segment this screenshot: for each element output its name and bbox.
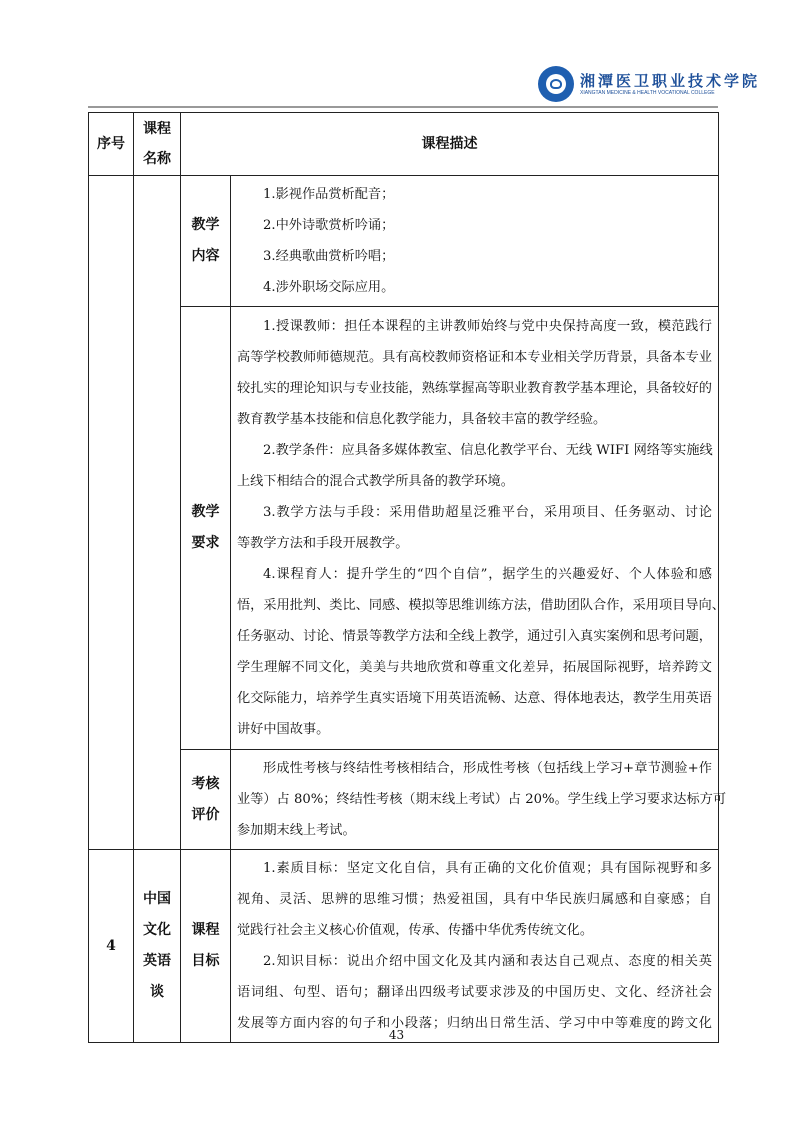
page-number: 43 [388,1028,405,1042]
course-name-cell [134,176,181,850]
description-line: 4.涉外职场交际应用。 [263,280,395,295]
description-line: 等教学方法和手段开展教学。 [237,536,409,551]
description-cell [231,307,725,750]
description-line: 较扎实的理论知识与专业技能，熟练掌握高等职业教育教学基本理论，具备较好的 [237,381,712,396]
table-header-row [89,113,719,176]
description-line: 业等）占 80%；终结性考核（期末线上考试）占 20%。学生线上学习要求达标方可 [237,792,727,807]
row-label-teaching-requirements: 教学 要求 [181,307,231,750]
description-line: 1.素质目标：坚定文化自信，具有正确的文化价值观；具有国际视野和多 [263,861,712,876]
description-line: 3.经典歌曲赏析吟唱； [263,249,395,264]
description-line: 1.影视作品赏析配音； [263,187,395,202]
description-line: 悟，采用批判、类比、同感、模拟等思维训练方法，借助团队合作，采用项目导向、 [237,598,725,613]
row-label-teaching-content: 教学 内容 [181,176,231,307]
college-logo [538,66,761,106]
description-line: 上线下相结合的混合式教学所具备的教学环境。 [237,474,514,489]
table-row [89,307,719,750]
description-cell [231,750,727,850]
description-line: 1.授课教师：担任本课程的主讲教师始终与党中央保持高度一致，模范践行 [263,319,712,334]
description-line: 参加期末线上考试。 [237,823,356,838]
description-line: 发展等方面内容的句子和小段落；归纳出日常生活、学习中中等难度的跨文化 [237,1016,712,1031]
logo-english-name: XIANGTAN MEDICINE & HEALTH VOCATIONAL COLLEGE [580,90,715,96]
description-line: 3.教学方法与手段：采用借助超星泛雅平台，采用项目、任务驱动、讨论 [263,505,712,520]
description-line: 讲好中国故事。 [237,722,330,737]
table-row [89,176,719,307]
header-course-description: 课程描述 [181,113,719,176]
header-serial-number: 序号 [89,113,134,176]
description-cell [231,850,719,1043]
description-line: 教育教学基本技能和信息化教学能力，具备较丰富的教学经验。 [237,412,607,427]
header-course-name [134,113,181,176]
table-row [89,850,719,1043]
description-line: 形成性考核与终结性考核相结合，形成性考核（包括线上学习+章节测验+作 [263,761,712,776]
description-line: 高等学校教师师德规范。具有高校教师资格证和本专业相关学历背景，具备本专业 [237,350,712,365]
header-divider [88,106,718,108]
description-line: 任务驱动、讨论、情景等教学方法和全线上教学，通过引入真实案例和思考问题， [237,629,712,644]
header-course-name-line: 课程 [143,121,171,137]
row-label-assessment: 考核 评价 [181,750,231,850]
description-line: 觉践行社会主义核心价值观，传承、传播中华优秀传统文化。 [237,923,594,938]
description-cell [231,176,719,307]
description-line: 2.教学条件：应具备多媒体教室、信息化教学平台、无线 WIFI 网络等实施线 [263,443,713,458]
course-table [88,112,727,1043]
row-label-course-objectives: 课程 目标 [181,850,231,1043]
description-line: 化交际能力，培养学生真实语境下用英语流畅、达意、得体地表达，教学生用英语 [237,691,712,706]
description-line: 2.知识目标：说出介绍中国文化及其内涵和表达自己观点、态度的相关英 [263,954,712,969]
course-name-cell: 中国 文化 英语 谈 [134,850,181,1043]
header-course-name-line: 名称 [143,151,171,167]
serial-number-cell: 4 [89,850,134,1043]
logo-chinese-name: 湘潭医卫职业技术学院 [580,72,761,90]
description-line: 4.课程育人：提升学生的“四个自信”，据学生的兴趣爱好、个人体验和感 [263,567,712,582]
description-line: 学生理解不同文化，美美与共地欣赏和尊重文化差异，拓展国际视野，培养跨文 [237,660,712,675]
description-line: 2.中外诗歌赏析吟诵； [263,218,395,233]
table-row [89,750,719,850]
description-line: 语词组、句型、语句；翻译出四级考试要求涉及的中国历史、文化、经济社会 [237,985,712,1000]
description-line: 视角、灵活、思辨的思维习惯；热爱祖国，具有中华民族归属感和自豪感；自 [237,892,712,907]
college-seal-icon [538,66,574,102]
serial-number-cell [89,176,134,850]
